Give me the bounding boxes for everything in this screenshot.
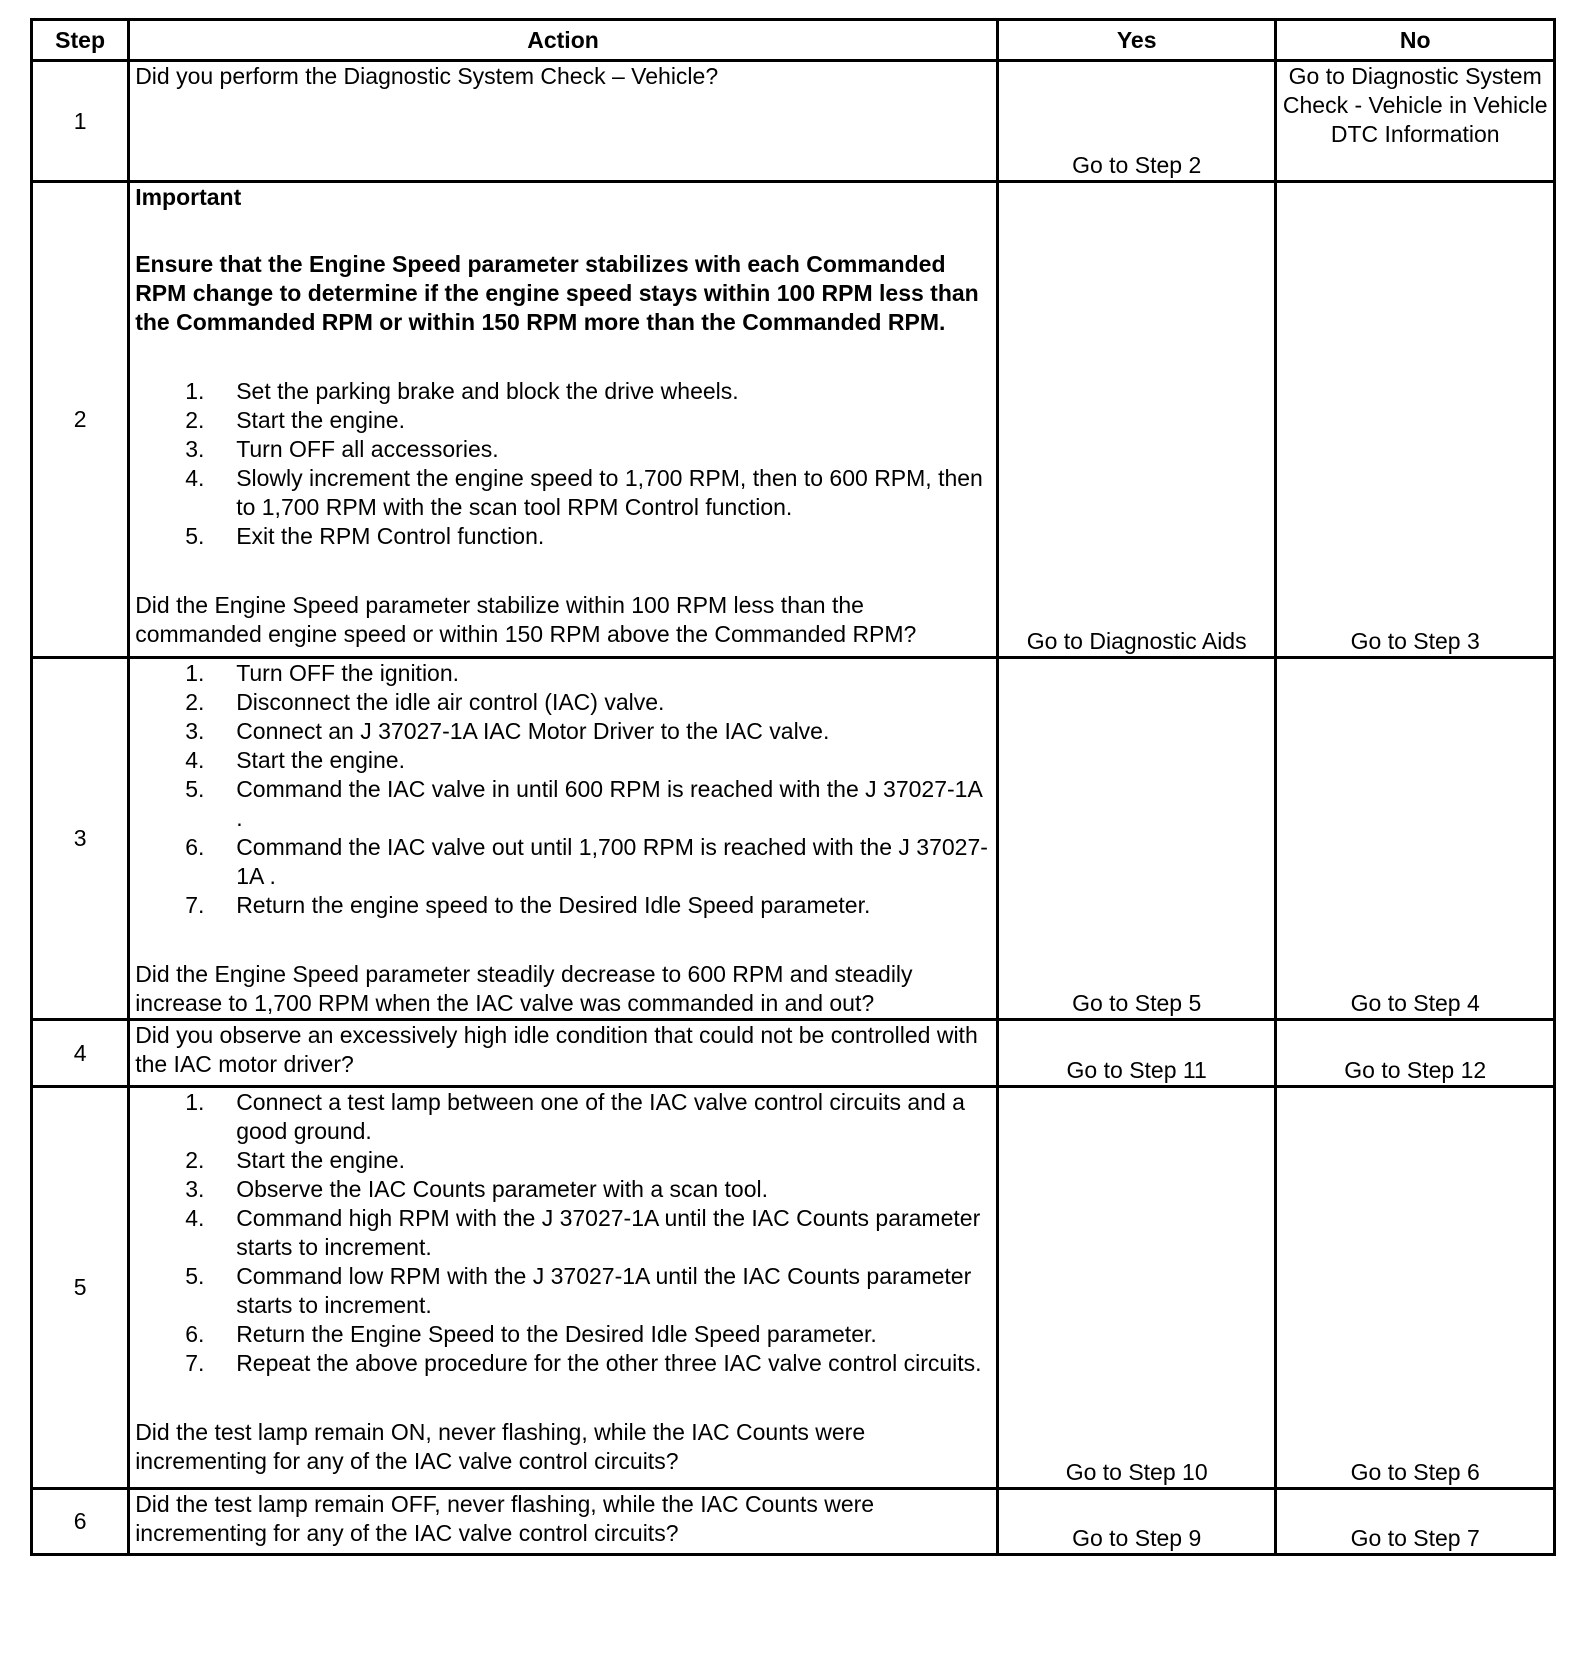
instruction-text: Return the engine speed to the Desired Idle Speed parameter. [236,892,871,918]
yes-result: Go to Step 2 [997,61,1276,182]
instruction-item [185,522,991,551]
instruction-number: 3. [185,1176,205,1202]
step-number: 2 [32,182,129,658]
instruction-number: 7. [185,1350,205,1376]
instruction-item [185,1088,991,1146]
action-cell [129,658,998,1020]
instruction-item [185,1146,991,1175]
action-question: Did you observe an excessively high idle condition that could not be controlled with the IAC motor driver? [135,1022,978,1077]
no-result: Go to Step 3 [1276,182,1555,658]
instruction-item [185,464,991,522]
action-question: Did the Engine Speed parameter stabilize within 100 RPM less than the commanded engine speed or within 150 RPM above the Commanded RPM? [135,592,917,647]
instruction-list [135,377,991,551]
no-result: Go to Step 7 [1276,1489,1555,1555]
action-question: Did the Engine Speed parameter steadily decrease to 600 RPM and steadily increase to 1,700 RPM when the IAC valve was commanded in and out? [135,961,913,1016]
action-question: Did the test lamp remain ON, never flashing, while the IAC Counts were incrementing for any of the IAC valve control circuits? [135,1419,866,1474]
table-row [32,182,1555,658]
instruction-item [185,377,991,406]
header-step: Step [32,20,129,61]
instruction-item [185,833,991,891]
header-row [32,20,1555,61]
instruction-number: 1. [185,660,205,686]
instruction-text: Start the engine. [236,747,405,773]
step-number: 5 [32,1087,129,1489]
instruction-text: Return the Engine Speed to the Desired Idle Speed parameter. [236,1321,877,1347]
instruction-text: Observe the IAC Counts parameter with a scan tool. [236,1176,768,1202]
no-result: Go to Step 4 [1276,658,1555,1020]
instruction-text: Set the parking brake and block the drive wheels. [236,378,739,404]
yes-result: Go to Step 5 [997,658,1276,1020]
instruction-item [185,688,991,717]
instruction-text: Connect a test lamp between one of the IAC valve control circuits and a good ground. [236,1089,965,1144]
instruction-text: Start the engine. [236,407,405,433]
action-cell [129,1489,998,1555]
table-row [32,658,1555,1020]
instruction-item [185,435,991,464]
step-number: 3 [32,658,129,1020]
table-row [32,1087,1555,1489]
instruction-number: 3. [185,436,205,462]
action-question: Did you perform the Diagnostic System Check – Vehicle? [135,63,719,89]
instruction-text: Slowly increment the engine speed to 1,700 RPM, then to 600 RPM, then to 1,700 RPM with the scan tool RPM Control function. [236,465,983,520]
action-cell [129,61,998,182]
step-number: 1 [32,61,129,182]
table-row [32,1020,1555,1087]
instruction-text: Exit the RPM Control function. [236,523,545,549]
instruction-number: 5. [185,776,205,802]
header-yes: Yes [997,20,1276,61]
table-row [32,1489,1555,1555]
instruction-number: 2. [185,1147,205,1173]
no-result: Go to Step 12 [1276,1020,1555,1087]
instruction-list [135,659,991,920]
instruction-text: Command high RPM with the J 37027-1A until the IAC Counts parameter starts to increment. [236,1205,981,1260]
instruction-number: 5. [185,523,205,549]
instruction-number: 6. [185,834,205,860]
step-number: 4 [32,1020,129,1087]
instruction-number: 4. [185,1205,205,1231]
instruction-number: 1. [185,1089,205,1115]
instruction-item [185,1349,991,1378]
header-no: No [1276,20,1555,61]
instruction-item [185,746,991,775]
diagnostic-table [30,18,1556,1556]
instruction-number: 4. [185,747,205,773]
instruction-text: Start the engine. [236,1147,405,1173]
yes-result: Go to Diagnostic Aids [997,182,1276,658]
yes-result: Go to Step 11 [997,1020,1276,1087]
instruction-item [185,406,991,435]
instruction-text: Command the IAC valve out until 1,700 RPM is reached with the J 37027-1A . [236,834,988,889]
instruction-item [185,1262,991,1320]
table-row [32,61,1555,182]
instruction-item [185,1204,991,1262]
instruction-text: Connect an J 37027-1A IAC Motor Driver to the IAC valve. [236,718,830,744]
instruction-number: 4. [185,465,205,491]
instruction-item [185,775,991,833]
instruction-item [185,659,991,688]
yes-result: Go to Step 9 [997,1489,1276,1555]
instruction-number: 5. [185,1263,205,1289]
action-cell [129,182,998,658]
header-action: Action [129,20,998,61]
instruction-number: 1. [185,378,205,404]
instruction-item [185,717,991,746]
instruction-text: Command low RPM with the J 37027-1A until the IAC Counts parameter starts to increment. [236,1263,972,1318]
instruction-item [185,891,991,920]
instruction-text: Turn OFF all accessories. [236,436,499,462]
instruction-text: Disconnect the idle air control (IAC) valve. [236,689,665,715]
step-number: 6 [32,1489,129,1555]
instruction-text: Repeat the above procedure for the other three IAC valve control circuits. [236,1350,982,1376]
instruction-item [185,1175,991,1204]
no-result: Go to Diagnostic System Check - Vehicle in Vehicle DTC Information [1276,61,1555,182]
important-label: Important [135,184,242,210]
no-result: Go to Step 6 [1276,1087,1555,1489]
action-cell [129,1087,998,1489]
instruction-item [185,1320,991,1349]
action-question: Did the test lamp remain OFF, never flashing, while the IAC Counts were incrementing for any of the IAC valve control circuits? [135,1491,875,1546]
yes-result: Go to Step 10 [997,1087,1276,1489]
instruction-number: 2. [185,689,205,715]
instruction-number: 6. [185,1321,205,1347]
instruction-number: 2. [185,407,205,433]
instruction-list [135,1088,991,1378]
important-note: Ensure that the Engine Speed parameter stabilizes with each Commanded RPM change to determine if the engine speed stays within 100 RPM less than the Commanded RPM or within 150 RPM more than the Commanded RPM. [135,251,979,335]
instruction-number: 7. [185,892,205,918]
instruction-number: 3. [185,718,205,744]
action-cell [129,1020,998,1087]
instruction-text: Command the IAC valve in until 600 RPM is reached with the J 37027-1A . [236,776,982,831]
instruction-text: Turn OFF the ignition. [236,660,460,686]
